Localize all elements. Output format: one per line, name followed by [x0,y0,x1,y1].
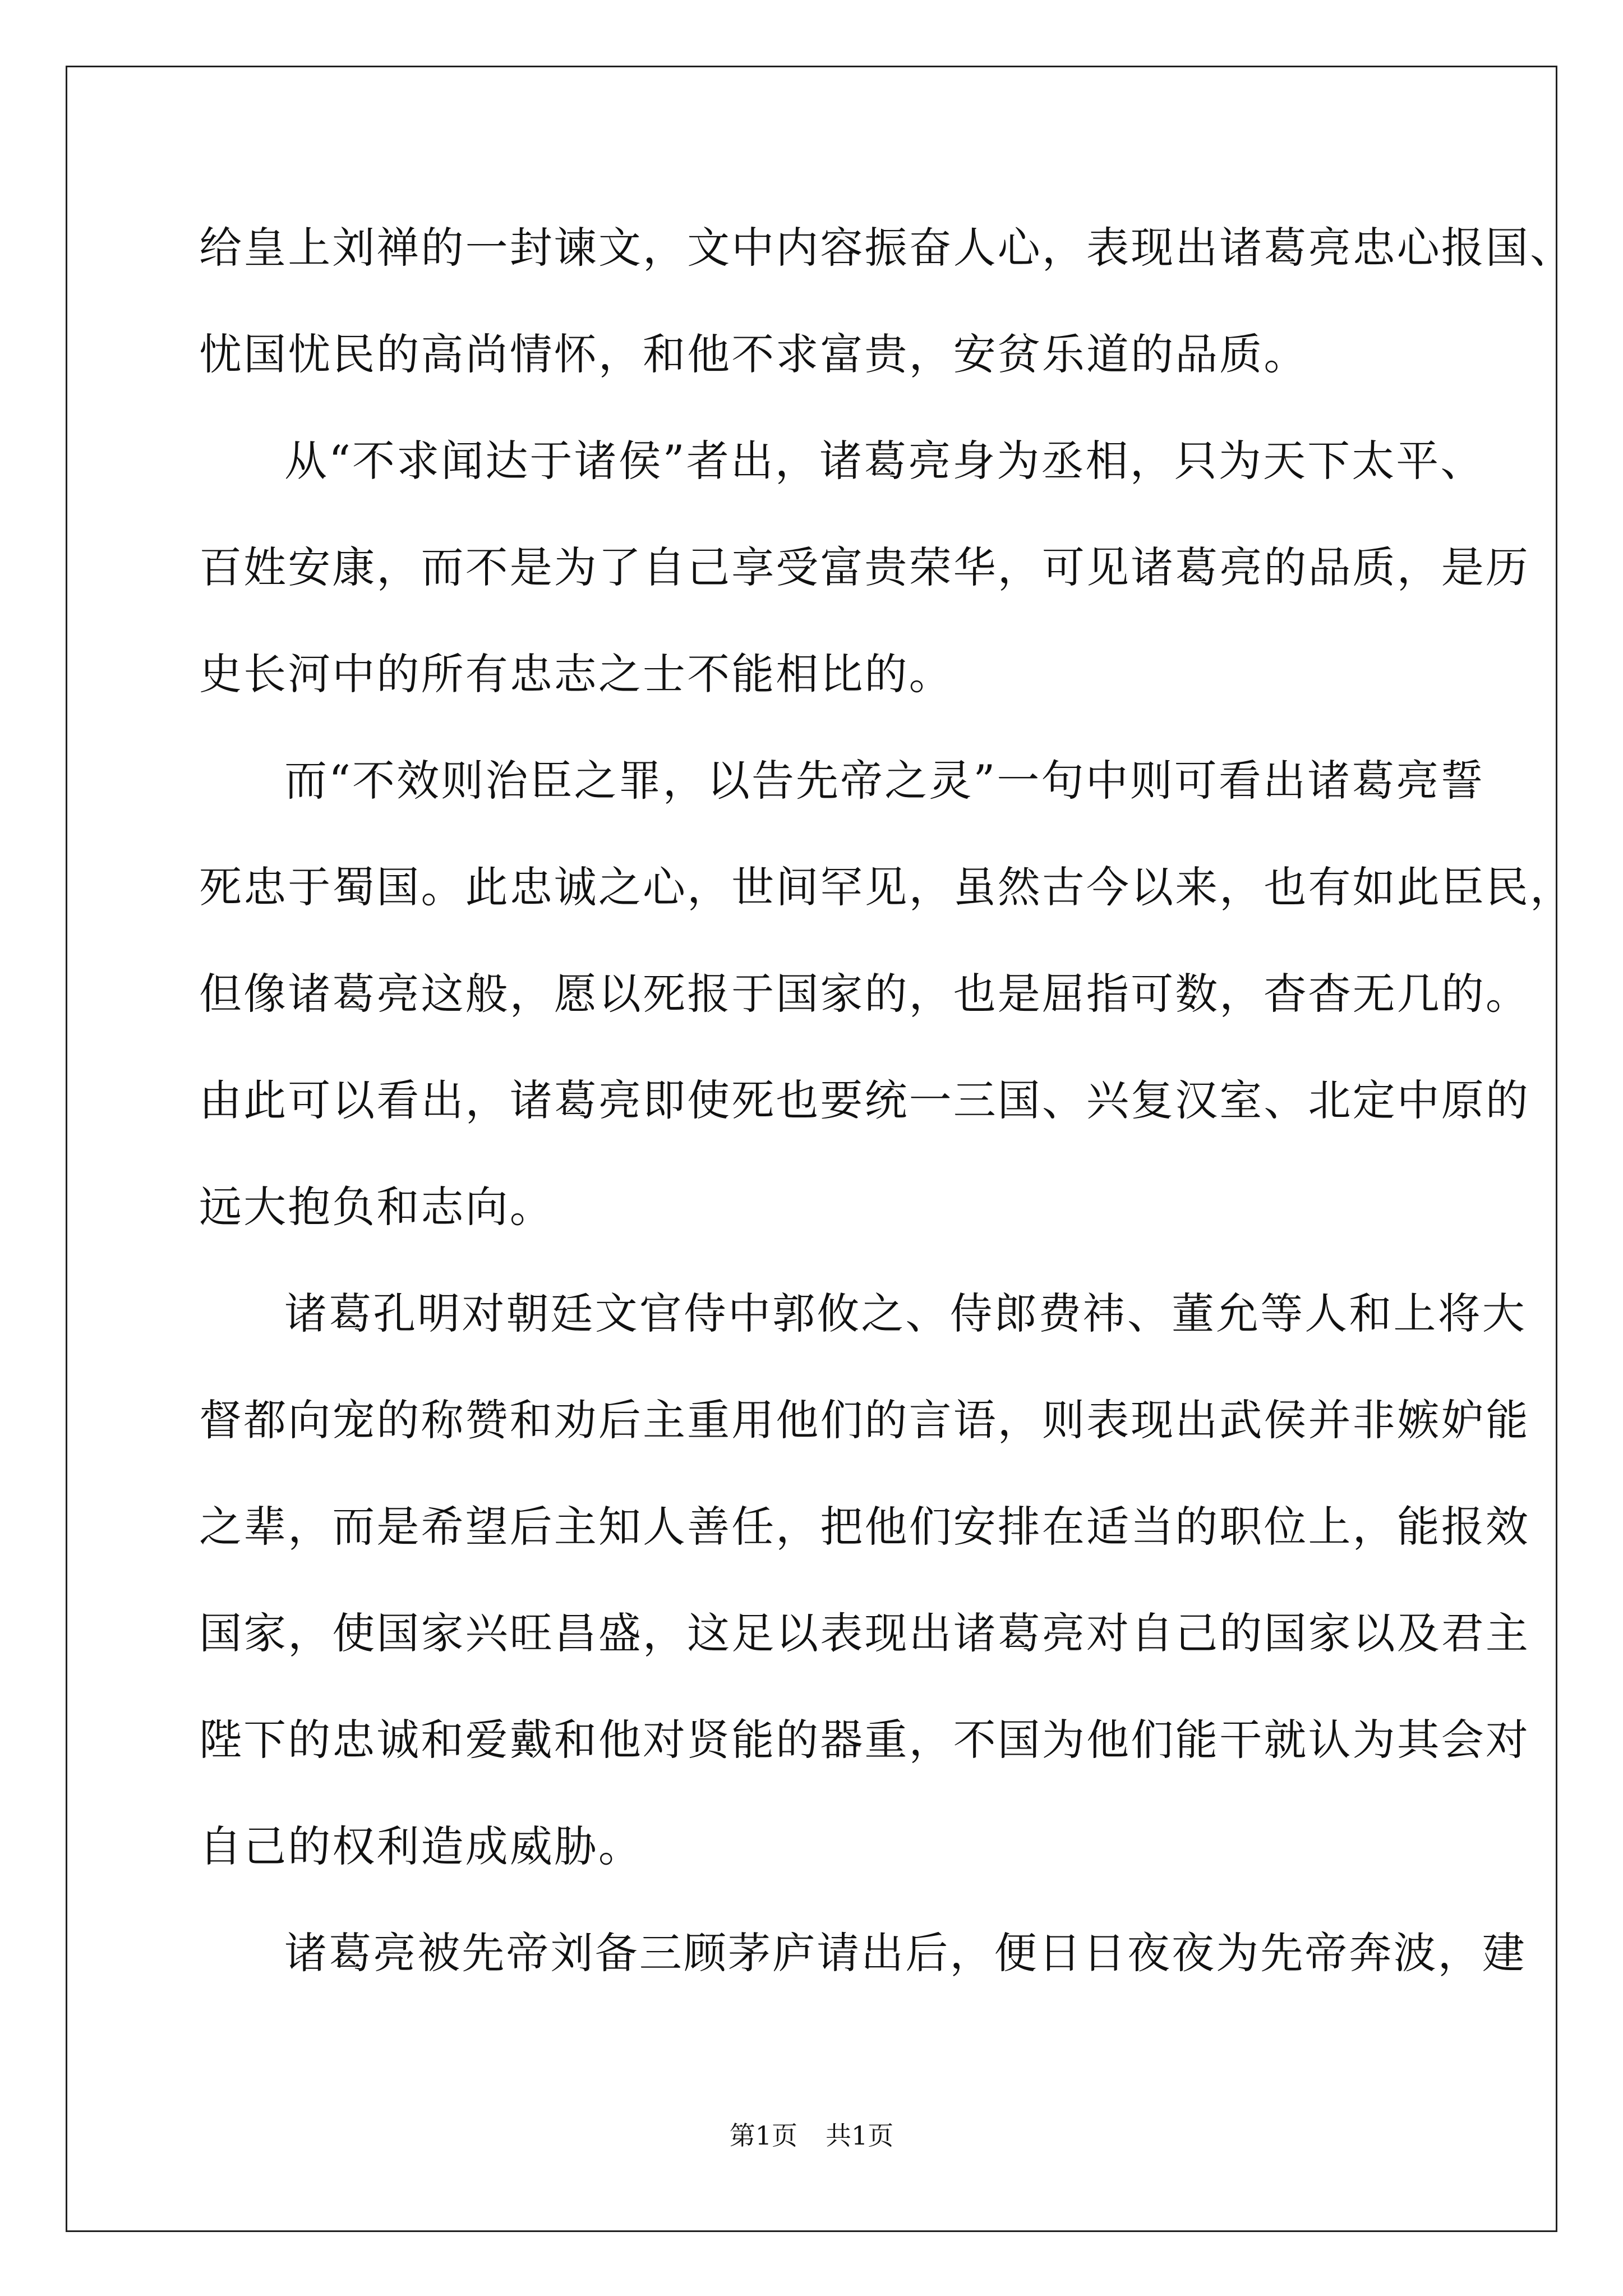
text-line-7: 死忠于蜀国。此忠诚之心，世间罕见，虽然古今以来，也有如此臣民， [199,862,1575,912]
page-footer [0,2119,1623,2152]
text-line-10: 远大抱负和志向。 [199,1182,554,1232]
text-line-3: 从“不求闻达于诸侯”者出，诸葛亮身为丞相，只为天下太平、 [284,436,1485,486]
text-line-17: 诸葛亮被先帝刘备三顾茅庐请出后，便日日夜夜为先帝奔波，建 [284,1928,1527,1978]
text-line-11: 诸葛孔明对朝廷文官侍中郭攸之、侍郎费祎、董允等人和上将大 [284,1289,1527,1338]
text-line-5: 史长河中的所有忠志之士不能相比的。 [199,649,953,699]
text-line-9: 由此可以看出，诸葛亮即使死也要统一三国、兴复汉室、北定中原的 [199,1075,1530,1125]
text-line-8: 但像诸葛亮这般，愿以死报于国家的，也是屈指可数，杳杳无几的。 [199,969,1530,1019]
page-number: 第1页 [729,2120,797,2151]
text-line-16: 自己的权利造成威胁。 [199,1821,643,1871]
text-line-13: 之辈，而是希望后主知人善任，把他们安排在适当的职位上，能报效 [199,1502,1530,1552]
text-line-4: 百姓安康，而不是为了自己享受富贵荣华，可见诸葛亮的品质，是历 [199,542,1530,592]
text-line-2: 忧国忧民的高尚情怀，和他不求富贵，安贫乐道的品质。 [199,329,1308,379]
text-line-12: 督都向宠的称赞和劝后主重用他们的言语，则表现出武侯并非嫉妒能 [199,1395,1530,1445]
page-total: 共1页 [826,2120,894,2151]
text-line-14: 国家，使国家兴旺昌盛，这足以表现出诸葛亮对自己的国家以及君主 [199,1608,1530,1658]
text-line-6: 而“不效则治臣之罪，以告先帝之灵”一句中则可看出诸葛亮誓 [284,756,1485,806]
text-line-15: 陛下的忠诚和爱戴和他对贤能的器重，不国为他们能干就认为其会对 [199,1715,1530,1765]
text-line-1: 给皇上刘禅的一封谏文，文中内容振奋人心，表现出诸葛亮忠心报国、 [199,223,1575,273]
